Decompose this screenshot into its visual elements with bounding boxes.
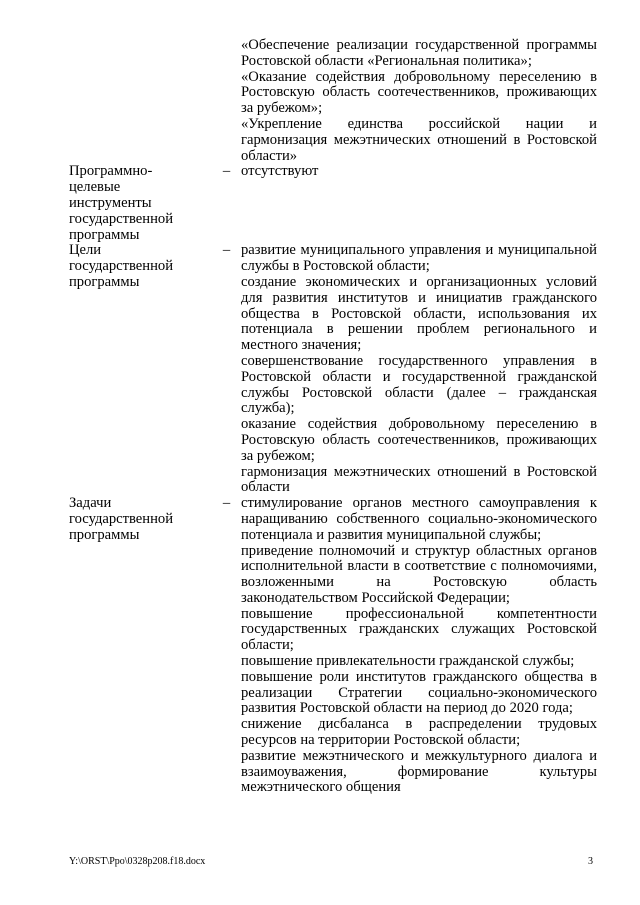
subprogram-item: «Оказание содействия добровольному переселению в Ростовскую область соотечественников, проживающих за рубежом»; [241,68,597,117]
task-item: снижение дисбаланса в распределении трудовых ресурсов на территории Ростовской области; [241,716,597,749]
goal-item: создание экономических и организационных условий для развития институтов и инициатив гражданского общества в Ростовской области, использования их потенциала в решении проблем регионального и местного значения; [241,273,597,354]
passport-row-tasks [69,496,597,796]
task-item: повышение профессиональной компетентности государственных гражданских служащих Ростовской области; [241,605,597,654]
task-item: стимулирование органов местного самоуправления к наращиванию собственного социально-экономического потенциала и развития муниципальной службы; [241,495,597,543]
footer-file-path: Y:\ORST\Ppo\0328p208.f18.docx [69,856,206,867]
row-item: отсутствуют [241,163,319,180]
subprogram-item: «Укрепление единства российской нации и гармонизация межэтнических отношений в Ростовской области» [241,115,597,164]
row-label: Цели государственной программы [69,242,174,290]
task-item: повышение привлекательности гражданской службы; [241,653,575,670]
row-label: Задачи государственной программы [69,495,174,543]
task-item: приведение полномочий и структур областных органов исполнительной власти в соответствие с полномочиями, возложенными на Ростовскую область законодательством Российской Федерации; [241,542,597,606]
goal-item: развитие муниципального управления и муниципальной службы в Ростовской области; [241,242,597,275]
row-content [241,164,597,243]
row-content [241,38,597,164]
passport-row-continued [69,38,597,164]
goal-item: гармонизация межэтнических отношений в Ростовской области [241,463,597,496]
row-label-empty [69,38,212,164]
program-passport-table [69,38,597,796]
row-content [241,496,597,796]
goal-item: совершенствование государственного управления в Ростовской области и государственной гражданской службы Ростовской области (далее – гражданская служба); [241,352,597,417]
row-label: Программно- целевые инструменты государственной программы [69,163,174,243]
row-dash-empty [212,38,241,164]
task-item: повышение роли институтов гражданского общества в реализации Стратегии социально-экономического развития Ростовской области на период до 2020 года; [241,668,597,717]
row-dash: – [222,163,231,180]
passport-row-goals [69,243,597,496]
page-number: 3 [588,856,593,867]
goal-item: оказание содействия добровольному переселению в Ростовскую область соотечественников, проживающих за рубежом; [241,416,597,464]
row-content [241,243,597,496]
task-item: развитие межэтнического и межкультурного диалога и взаимоуважения, формирование культуры межэтнического общения [241,747,597,796]
row-dash: – [222,242,231,259]
passport-row-instruments [69,164,597,243]
row-dash: – [222,495,231,512]
subprogram-item: «Обеспечение реализации государственной программы Ростовской области «Региональная политика»; [241,37,597,69]
